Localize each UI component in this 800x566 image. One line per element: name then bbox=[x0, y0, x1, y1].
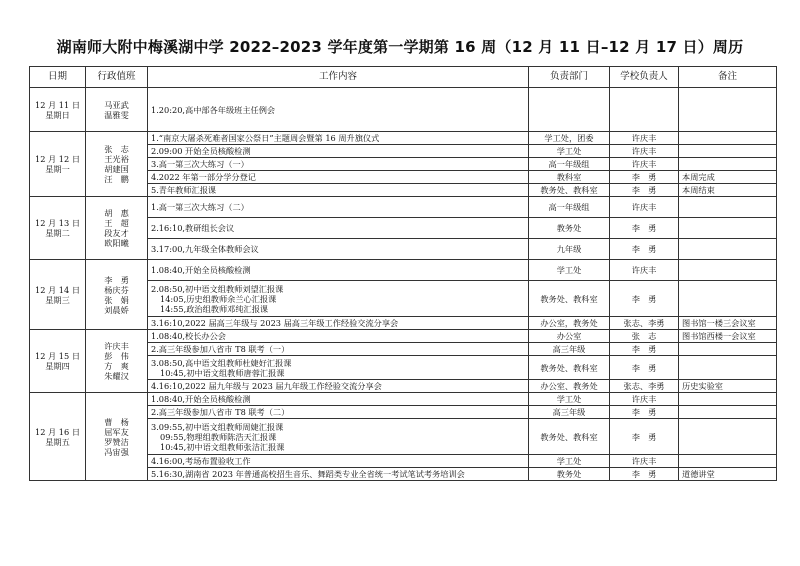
duty-person: 罗赞洁 bbox=[104, 436, 129, 447]
dept-cell: 教务处、教科室 bbox=[529, 184, 610, 197]
note-cell bbox=[679, 197, 777, 218]
duty-person: 杨庆芬 bbox=[104, 284, 129, 295]
weekday-text: 星期五 bbox=[45, 436, 70, 447]
work-line: 4.16:00,考场布置验收工作 bbox=[151, 456, 251, 466]
table-row bbox=[30, 197, 777, 218]
note-cell bbox=[679, 419, 777, 455]
dept-cell: 教务处、教科室 bbox=[529, 419, 610, 455]
dept-cell: 学工处 bbox=[529, 455, 610, 468]
work-line: 2.高三年级参加八省市 T8 联考（一） bbox=[151, 344, 290, 354]
work-line: 4.16:10,2022 届九年级与 2023 届九年级工作经验交流分享会 bbox=[151, 381, 382, 391]
note-cell: 道德讲堂 bbox=[679, 468, 777, 481]
date-text: 12 月 13 日 bbox=[34, 218, 81, 228]
duty-person: 曹 杨 bbox=[104, 416, 129, 427]
leader-cell: 李 勇 bbox=[610, 356, 679, 380]
table-row bbox=[30, 330, 777, 343]
leader-cell: 李 勇 bbox=[610, 171, 679, 184]
note-cell bbox=[679, 281, 777, 317]
duty-cell bbox=[86, 393, 148, 481]
work-line: 3.17:00,九年级全体教师会议 bbox=[151, 244, 259, 254]
work-line: 2.08:50,初中语文组教师刘望汇报课 bbox=[151, 283, 284, 294]
work-line: 3.高一第三次大练习（一） bbox=[151, 159, 249, 169]
work-line: 3.08:50,高中语文组教师杜婕好汇报课 bbox=[151, 357, 292, 368]
dept-cell: 教科室 bbox=[529, 171, 610, 184]
work-cell bbox=[148, 406, 529, 419]
date-cell bbox=[30, 330, 86, 393]
work-cell bbox=[148, 145, 529, 158]
dept-cell: 教务处、教科室 bbox=[529, 281, 610, 317]
date-text: 12 月 14 日 bbox=[34, 284, 81, 295]
note-cell: 本周结束 bbox=[679, 184, 777, 197]
table-row bbox=[30, 260, 777, 281]
leader-cell bbox=[610, 88, 679, 132]
date-text: 12 月 16 日 bbox=[34, 426, 81, 437]
work-cell bbox=[148, 88, 529, 132]
work-cell bbox=[148, 197, 529, 218]
note-cell bbox=[679, 88, 777, 132]
dept-cell: 教务处、教科室 bbox=[529, 356, 610, 380]
duty-person: 张 娟 bbox=[104, 294, 129, 305]
work-line: 5.16:30,湖南省 2023 年普通高校招生音乐、舞蹈类专业全省统一考试笔试考务培训会 bbox=[151, 469, 465, 479]
leader-cell: 许庆丰 bbox=[610, 197, 679, 218]
work-cell bbox=[148, 455, 529, 468]
table-row bbox=[30, 132, 777, 145]
note-cell: 图书馆一楼三会议室 bbox=[679, 317, 777, 330]
leader-cell: 许庆丰 bbox=[610, 158, 679, 171]
work-line: 3.09:55,初中语文组教师周婕汇报课 bbox=[151, 421, 284, 432]
leader-cell: 李 勇 bbox=[610, 468, 679, 481]
date-cell bbox=[30, 132, 86, 197]
note-cell: 本周完成 bbox=[679, 171, 777, 184]
note-cell bbox=[679, 145, 777, 158]
duty-cell bbox=[86, 260, 148, 330]
dept-cell: 高一年级组 bbox=[529, 197, 610, 218]
duty-person: 朱耀汉 bbox=[104, 371, 129, 381]
duty-cell bbox=[86, 132, 148, 197]
dept-cell: 教务处 bbox=[529, 218, 610, 239]
work-cell bbox=[148, 171, 529, 184]
work-cell bbox=[148, 343, 529, 356]
work-line: 2.09:00 开始全员核酸检测 bbox=[151, 146, 251, 156]
work-line: 1.高一第三次大练习（二） bbox=[151, 202, 249, 212]
weekday-text: 星期四 bbox=[45, 361, 70, 371]
dept-cell: 高一年级组 bbox=[529, 158, 610, 171]
weekday-text: 星期一 bbox=[45, 164, 70, 174]
date-cell bbox=[30, 393, 86, 481]
work-line: 14:55,政治组教师邓纯汇报课 bbox=[160, 303, 269, 314]
dept-cell: 办公室，教务处 bbox=[529, 317, 610, 330]
leader-cell: 许庆丰 bbox=[610, 132, 679, 145]
duty-person: 许庆丰 bbox=[104, 341, 129, 351]
work-line: 1.08:40,校长办公会 bbox=[151, 331, 226, 341]
work-line: 1.08:40,开始全员核酸检测 bbox=[151, 394, 251, 404]
header-date: 日期 bbox=[30, 67, 86, 88]
schedule-body bbox=[30, 88, 777, 481]
duty-person: 王光裕 bbox=[104, 154, 129, 164]
work-cell bbox=[148, 468, 529, 481]
leader-cell: 李 勇 bbox=[610, 406, 679, 419]
duty-person: 李 勇 bbox=[104, 274, 129, 285]
work-line: 09:55,物理组教师陈浩天汇报课 bbox=[160, 431, 277, 442]
duty-person: 刘晨娇 bbox=[104, 304, 129, 315]
leader-cell: 李 勇 bbox=[610, 218, 679, 239]
work-line: 1.20:20,高中部各年级班主任例会 bbox=[151, 104, 276, 115]
duty-person: 马亚武 bbox=[104, 99, 129, 110]
page-title: 湖南师大附中梅溪湖中学 2022–2023 学年度第一学期第 16 周（12 月 11 日–12 月 17 日）周历 bbox=[56, 38, 744, 56]
date-text: 12 月 15 日 bbox=[34, 351, 81, 361]
duty-person: 汪 鹏 bbox=[104, 174, 129, 184]
note-cell bbox=[679, 343, 777, 356]
leader-cell: 李 勇 bbox=[610, 419, 679, 455]
date-cell bbox=[30, 260, 86, 330]
duty-cell bbox=[86, 88, 148, 132]
duty-cell bbox=[86, 197, 148, 260]
duty-person: 方 爽 bbox=[104, 361, 129, 371]
work-line: 3.16:10,2022 届高三年级与 2023 届高三年级工作经验交流分享会 bbox=[151, 318, 399, 328]
dept-cell: 学工处 bbox=[529, 393, 610, 406]
date-cell bbox=[30, 88, 86, 132]
leader-cell: 李 勇 bbox=[610, 281, 679, 317]
work-cell bbox=[148, 356, 529, 380]
duty-person: 张 志 bbox=[104, 144, 129, 154]
work-line: 1.“南京大屠杀死难者国家公祭日”主题周会暨第 16 周升旗仪式 bbox=[151, 133, 380, 143]
note-cell bbox=[679, 218, 777, 239]
work-cell bbox=[148, 317, 529, 330]
date-cell bbox=[30, 197, 86, 260]
dept-cell: 办公室 bbox=[529, 330, 610, 343]
work-cell bbox=[148, 158, 529, 171]
duty-person: 温雅雯 bbox=[104, 109, 129, 120]
duty-person: 欧阳曦 bbox=[104, 238, 129, 248]
dept-cell: 教务处 bbox=[529, 468, 610, 481]
leader-cell: 张 志 bbox=[610, 330, 679, 343]
duty-person: 胡建国 bbox=[104, 164, 129, 174]
work-cell bbox=[148, 218, 529, 239]
weekday-text: 星期日 bbox=[45, 109, 70, 120]
note-cell: 历史实验室 bbox=[679, 380, 777, 393]
note-cell: 图书馆西楼一会议室 bbox=[679, 330, 777, 343]
header-row bbox=[30, 67, 777, 88]
dept-cell: 高三年级 bbox=[529, 343, 610, 356]
leader-cell: 李 勇 bbox=[610, 343, 679, 356]
note-cell bbox=[679, 239, 777, 260]
duty-person: 胡 惠 bbox=[104, 208, 129, 218]
note-cell bbox=[679, 158, 777, 171]
duty-cell bbox=[86, 330, 148, 393]
duty-person: 王 超 bbox=[104, 218, 129, 228]
duty-person: 冯宙强 bbox=[104, 446, 129, 457]
work-cell bbox=[148, 132, 529, 145]
work-line: 1.08:40,开始全员核酸检测 bbox=[151, 265, 251, 275]
weekday-text: 星期二 bbox=[45, 228, 70, 238]
schedule-table bbox=[29, 66, 777, 481]
work-cell bbox=[148, 239, 529, 260]
work-line: 14:05,历史组教师余兰心汇报课 bbox=[160, 293, 277, 304]
header-dept: 负责部门 bbox=[529, 67, 610, 88]
header-leader: 学校负责人 bbox=[610, 67, 679, 88]
table-row bbox=[30, 393, 777, 406]
work-cell bbox=[148, 419, 529, 455]
duty-person: 屈军友 bbox=[104, 426, 129, 437]
work-cell bbox=[148, 393, 529, 406]
note-cell bbox=[679, 356, 777, 380]
leader-cell: 张志、李勇 bbox=[610, 317, 679, 330]
header-note: 备注 bbox=[679, 67, 777, 88]
work-line: 5.青年教师汇报课 bbox=[151, 185, 217, 195]
work-line: 2.16:10,教研组长会议 bbox=[151, 223, 235, 233]
leader-cell: 许庆丰 bbox=[610, 393, 679, 406]
work-line: 10:45,初中语文组教师张洁汇报课 bbox=[160, 441, 285, 452]
note-cell bbox=[679, 260, 777, 281]
leader-cell: 李 勇 bbox=[610, 239, 679, 260]
duty-person: 段友才 bbox=[104, 228, 129, 238]
work-cell bbox=[148, 380, 529, 393]
header-work: 工作内容 bbox=[148, 67, 529, 88]
work-cell bbox=[148, 184, 529, 197]
leader-cell: 许庆丰 bbox=[610, 145, 679, 158]
dept-cell: 办公室、教务处 bbox=[529, 380, 610, 393]
note-cell bbox=[679, 393, 777, 406]
leader-cell: 张志、李勇 bbox=[610, 380, 679, 393]
leader-cell: 许庆丰 bbox=[610, 260, 679, 281]
dept-cell: 学工处，团委 bbox=[529, 132, 610, 145]
leader-cell: 李 勇 bbox=[610, 184, 679, 197]
work-cell bbox=[148, 281, 529, 317]
note-cell bbox=[679, 455, 777, 468]
leader-cell: 许庆丰 bbox=[610, 455, 679, 468]
dept-cell: 九年级 bbox=[529, 239, 610, 260]
date-text: 12 月 11 日 bbox=[34, 99, 81, 110]
dept-cell bbox=[529, 88, 610, 132]
work-cell bbox=[148, 260, 529, 281]
dept-cell: 学工处 bbox=[529, 260, 610, 281]
header-duty: 行政值班 bbox=[86, 67, 148, 88]
work-line: 10:45,初中语文组教师唐蓉汇报课 bbox=[160, 367, 285, 378]
weekday-text: 星期三 bbox=[45, 294, 70, 305]
note-cell bbox=[679, 132, 777, 145]
dept-cell: 高三年级 bbox=[529, 406, 610, 419]
work-cell bbox=[148, 330, 529, 343]
table-row bbox=[30, 88, 777, 132]
work-line: 4.2022 年第一部分学分登记 bbox=[151, 172, 256, 182]
note-cell bbox=[679, 406, 777, 419]
work-line: 2.高三年级参加八省市 T8 联考（二） bbox=[151, 407, 290, 417]
dept-cell: 学工处 bbox=[529, 145, 610, 158]
date-text: 12 月 12 日 bbox=[34, 154, 81, 164]
duty-person: 彭 伟 bbox=[104, 351, 129, 361]
